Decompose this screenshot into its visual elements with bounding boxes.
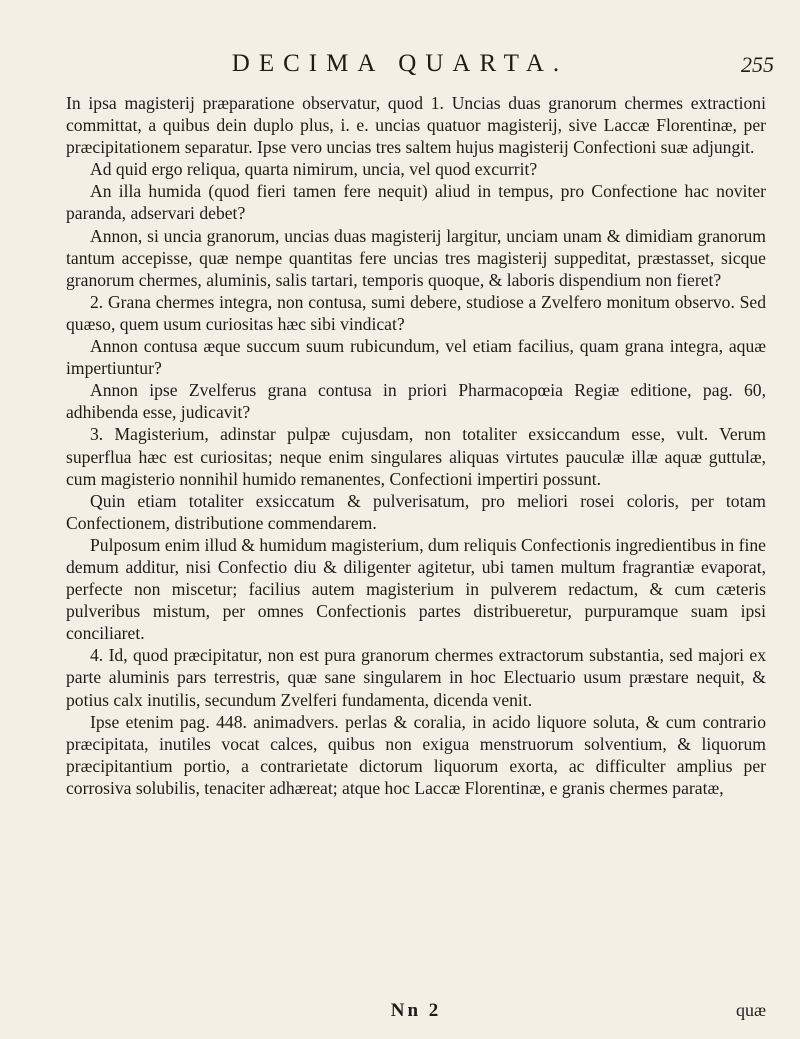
catchword: quæ — [735, 1000, 766, 1020]
paragraph: 2. Grana chermes integra, non contusa, sumi debere, studiose a Zvelfero monitum observo. Sed quæso, quem usum curiositas hæc sibi vindicat? — [66, 291, 766, 334]
paragraph: An illa humida (quod fieri tamen fere nequit) aliud in tempus, pro Confectione hac noviter paranda, adservari debet? — [66, 181, 766, 224]
signature-mark: Nn 2 — [390, 1000, 442, 1021]
page-number: 255 — [741, 52, 774, 77]
paragraph: Annon contusa æque succum suum rubicundum, vel etiam facilius, quam grana integra, aquæ impertiuntur? — [66, 336, 766, 379]
paragraph: Annon, si uncia granorum, uncias duas magisterij largitur, unciam unam & dimidiam granorum tantum accepisse, quæ nempe quantitas fere uncias tres magisterij suppeditat, præstasset, sicque granorum chermes, aluminis, salis tartari, temporis quoque, & laboris dispendium non fieret? — [66, 225, 766, 290]
paragraph: Ipse etenim pag. 448. animadvers. perlas & coralia, in acido liquore soluta, & cum contrario præcipitata, inutiles vocat calces, quibus non exigua menstruorum solventium, & liquorum præcipitantium portio, a contrarietate dictorum liquorum exorta, ac difficulter amplius per corrosiva solubilis, tenaciter adhæreat; atque hoc Laccæ Florentinæ, e granis chermes paratæ, — [66, 711, 766, 798]
page-header — [0, 50, 800, 84]
paragraph: 4. Id, quod præcipitatur, non est pura granorum chermes extractorum substantia, sed majori ex parte aluminis pars terrestris, quæ sane singularem in hoc Electuario usum præstare nequit, & potius calx inutilis, secundum Zvelferi fundamenta, dicenda venit. — [66, 645, 766, 710]
body-text — [66, 92, 766, 799]
paragraph: 3. Magisterium, adinstar pulpæ cujusdam, non totaliter exsiccandum esse, vult. Verum superflua hæc est curiositas; neque enim singulares aliquas virtutes pauculæ illæ aquæ guttulæ, cum magisterio nonnihil humido remanentes, Confectioni impertiri possunt. — [66, 424, 766, 489]
paragraph: In ipsa magisterij præparatione observatur, quod 1. Uncias duas granorum chermes extractioni committat, a quibus dein duplo plus, i. e. uncias quatuor magisterij, sive Laccæ Florentinæ, per præcipitationem separatur. Ipse vero uncias tres saltem hujus magisterij Confectioni suæ adjungit. — [66, 93, 766, 158]
page-footer — [66, 1000, 766, 1024]
paragraph: Pulposum enim illud & humidum magisterium, dum reliquis Confectionis ingredientibus in fine demum additur, nisi Confectio diu & diligenter agitetur, ubi tamen multum fragrantiæ evaporat, perfecte non miscetur; facilius autem magisterium in pulverem redactum, & cum cæteris pulveribus mistum, per omnes Confectionis partes distribueretur, purpuramque suam ipsi conciliaret. — [66, 534, 766, 644]
running-title: DECIMA QUARTA. — [231, 50, 569, 77]
paragraph: Ad quid ergo reliqua, quarta nimirum, uncia, vel quod excurrit? — [90, 159, 538, 180]
paragraph: Quin etiam totaliter exsiccatum & pulverisatum, pro meliori rosei coloris, per totam Confectionem, distributione commendarem. — [66, 490, 766, 533]
paragraph: Annon ipse Zvelferus grana contusa in priori Pharmacopœia Regiæ editione, pag. 60, adhibenda esse, judicavit? — [66, 380, 766, 423]
